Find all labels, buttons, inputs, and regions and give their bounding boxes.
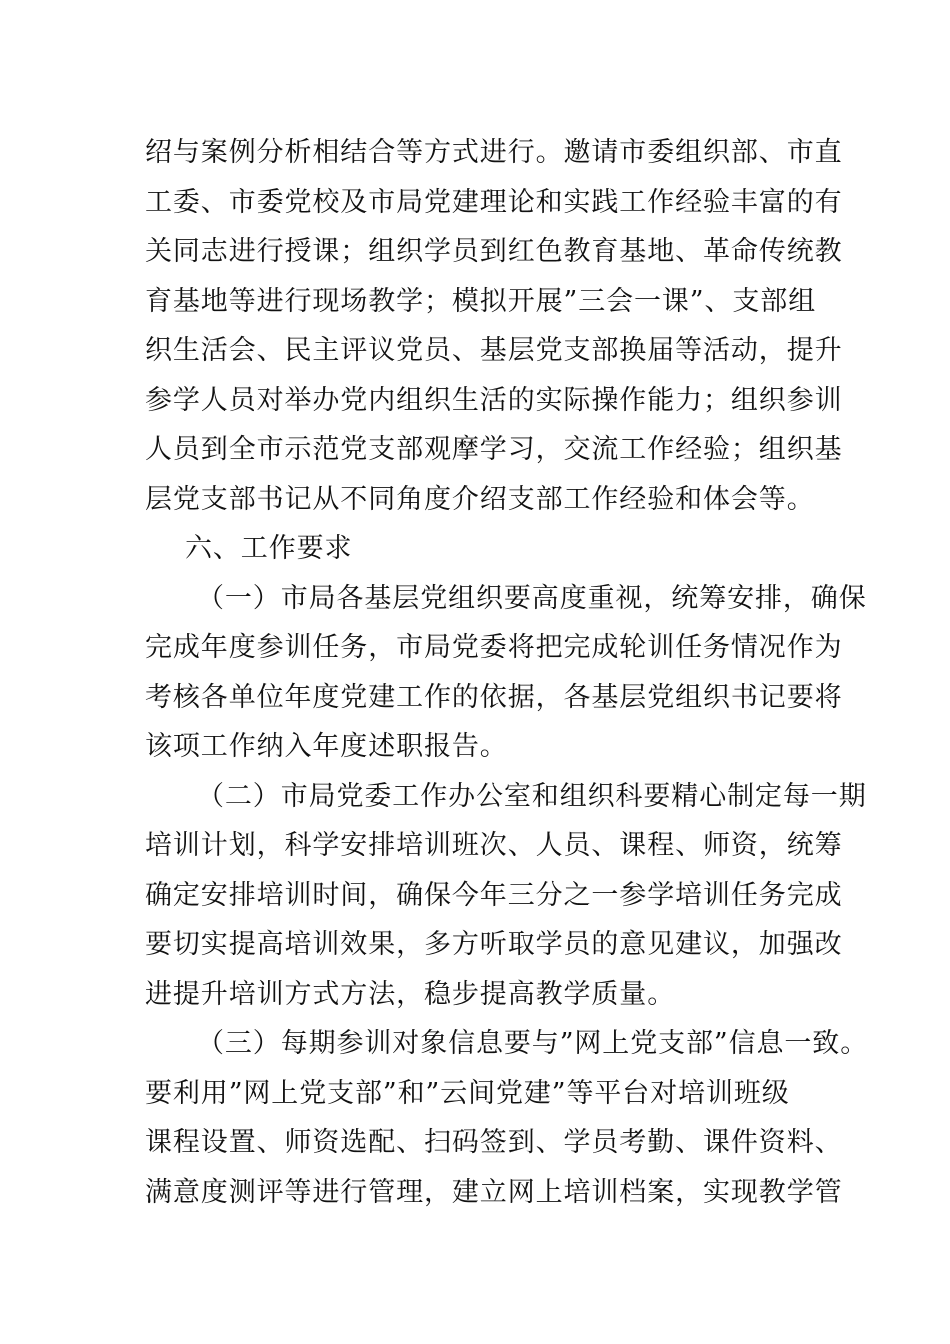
- section-heading: 六、工作要求: [185, 533, 353, 564]
- paragraph-line: 要切实提高培训效果，多方听取学员的意见建议，加强改: [145, 929, 843, 960]
- paragraph-line: 绍与案例分析相结合等方式进行。邀请市委组织部、市直: [145, 137, 843, 168]
- paragraph-line: 满意度测评等进行管理，建立网上培训档案，实现教学管: [145, 1176, 843, 1208]
- paragraph-line: （一）市局各基层党组织要高度重视，统筹安排，确保: [197, 582, 867, 614]
- paragraph-line: （三）每期参训对象信息要与”网上党支部”信息一致。: [197, 1028, 869, 1059]
- paragraph-line: 课程设置、师资选配、扫码签到、学员考勤、课件资料、: [145, 1127, 843, 1158]
- paragraph-line: 参学人员对举办党内组织生活的实际操作能力；组织参训: [145, 384, 843, 416]
- paragraph-line: 进提升培训方式方法，稳步提高教学质量。: [145, 978, 676, 1010]
- paragraph-line: 育基地等进行现场教学；模拟开展”三会一课”、支部组: [145, 285, 817, 317]
- document-body: [145, 128, 869, 1217]
- paragraph-line: 层党支部书记从不同角度介绍支部工作经验和体会等。: [145, 483, 815, 515]
- paragraph-line: 确定安排培训时间，确保今年三分之一参学培训任务完成: [145, 879, 843, 911]
- paragraph-line: 要利用”网上党支部”和”云间党建”等平台对培训班级: [145, 1077, 790, 1109]
- paragraph-line: 工委、市委党校及市局党建理论和实践工作经验丰富的有: [145, 186, 843, 218]
- paragraph-line: 考核各单位年度党建工作的依据，各基层党组织书记要将: [145, 681, 843, 713]
- paragraph-line: 该项工作纳入年度述职报告。: [145, 731, 508, 762]
- paragraph-line: 关同志进行授课；组织学员到红色教育基地、革命传统教: [145, 236, 843, 267]
- paragraph-line: 人员到全市示范党支部观摩学习，交流工作经验；组织基: [145, 434, 843, 465]
- paragraph-line: 织生活会、民主评议党员、基层党支部换届等活动，提升: [145, 335, 843, 366]
- paragraph-line: 培训计划，科学安排培训班次、人员、课程、师资，统筹: [145, 830, 843, 861]
- paragraph-line: 完成年度参训任务，市局党委将把完成轮训任务情况作为: [145, 632, 843, 663]
- paragraph-line: （二）市局党委工作办公室和组织科要精心制定每一期: [197, 780, 867, 812]
